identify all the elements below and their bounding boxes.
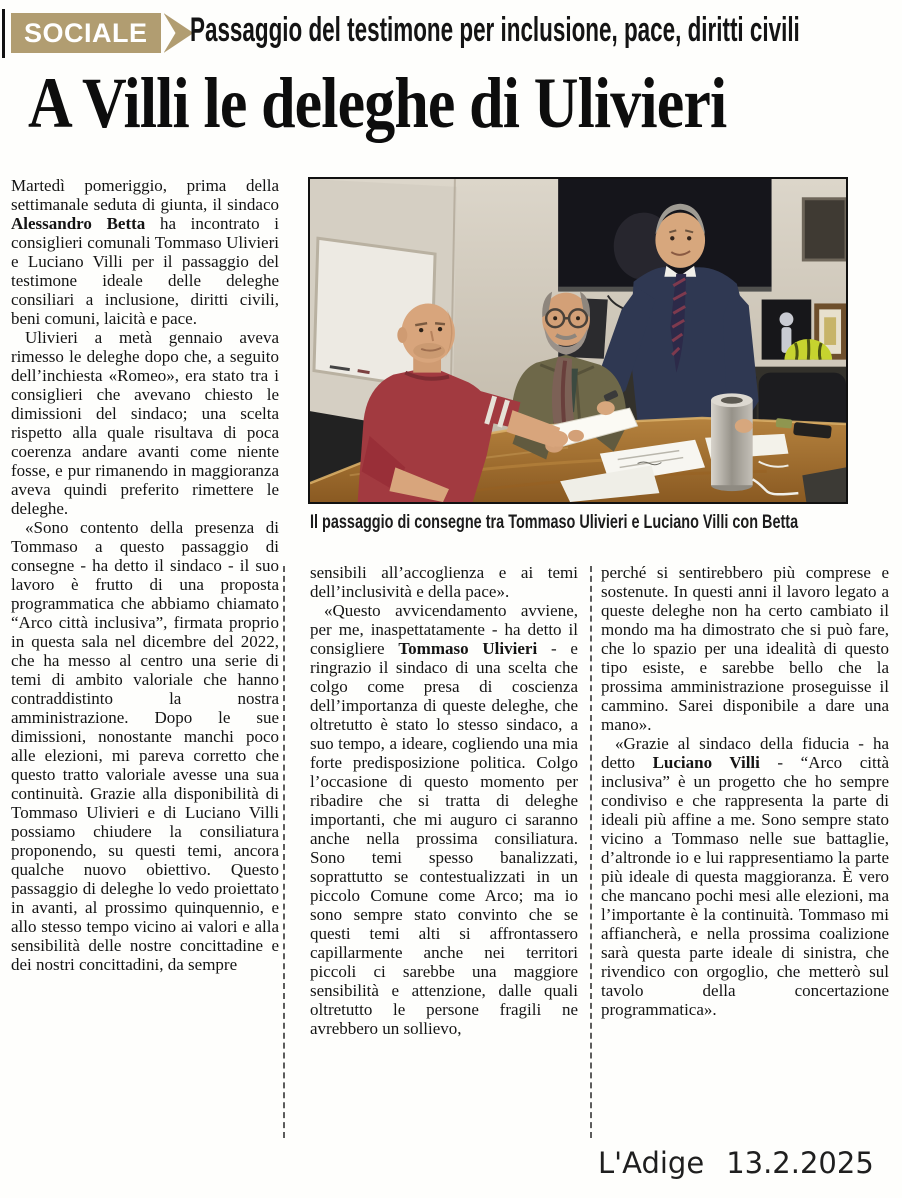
- column-divider: [590, 566, 592, 1138]
- main-headline: A Villi le deleghe di Ulivieri: [28, 63, 727, 143]
- paragraph-6: perché si sentirebbero più comprese e sostenute. In questi anni il lavoro legato a queste deleghe non ha certo cambiato il mondo ma ha dimostrato che si può fare, che lo spazio per una idealità di questo tipo esiste, e sarebbe bello che la prossima amministrazione proseguisse il cammino. Sarei disponibile a dare una mano».: [601, 563, 889, 734]
- article-column-1: [11, 176, 279, 974]
- paragraph-3: «Sono contento della presenza di Tommaso a questo passaggio di consegne - ha detto il sindaco - il suo lavoro è frutto di una proposta programmatica che abbiamo chiamato “Arco città inclusiva”, firmata proprio in questa sala nel dicembre del 2022, che ha messo al centro una serie di temi di ambito valoriale che hanno contraddistinto la nostra amministrazione. Dopo le sue dimissioni, nonostante manchi poco alle elezioni, mi pareva corretto che questo tratto valoriale avesse una sua continuità. Grazie alla disponibilità di Tommaso Ulivieri e di Luciano Villi possiamo chiudere la consiliatura proponendo, su questi temi, ancora qualche nuovo obiettivo. Questo passaggio di deleghe lo vedo proiettato in avanti, al prossimo quinquennio, e allo stesso tempo vicino ai valori e alla sensibilità delle nostre concittadine e dei nostri concittadini, da sempre: [11, 518, 279, 974]
- section-badge: [11, 13, 194, 53]
- paragraph-7: «Grazie al sindaco della fiducia - ha detto Luciano Villi - “Arco città inclusiva” è un progetto che ho sempre condiviso e che rappresenta la parte di ideali più affine a me. Sono sempre stato vicino a Tommaso nelle sue battaglie, d’altronde io e lui rappresentiamo la parte più ideale di questa maggioranza. È vero che mancano pochi mesi alle elezioni, ma l’importante è la continuità. Tommaso mi affiancherà, e nella prossima coalizione sarà questa parte ideale di sinistra, che rivendico con orgoglio, che metterò sul tavolo della concertazione programmatica».: [601, 734, 890, 1019]
- header-left-rule: [2, 9, 5, 58]
- section-badge-label: SOCIALE: [11, 13, 161, 53]
- article-column-2: [310, 563, 578, 1038]
- article-photo: [308, 177, 848, 504]
- photo-caption: Il passaggio di consegne tra Tommaso Ulivieri e Luciano Villi con Betta: [310, 512, 799, 533]
- photo-illustration: [310, 179, 846, 502]
- bold-name-villi: Luciano Villi: [652, 753, 760, 772]
- column-divider: [283, 566, 285, 1138]
- paragraph-2: Ulivieri a metà gennaio aveva rimesso le deleghe dopo che, a seguito dell’inchiesta «Romeo», era stato tra i consiglieri che avevano chiesto le dimissioni del sindaco; una scelta rispetto alla quale risultava di poca coerenza andare avanti come niente fosse, e pur rimanendo in maggioranza aveva quindi preferito rimettere le deleghe.: [11, 328, 279, 518]
- paragraph-5: «Questo avvicendamento avviene, per me, inaspettatamente - ha detto il consigliere Tommaso Ulivieri - e ringrazio il sindaco di una scelta che colgo come presa di coscienza dell’importanza di queste deleghe, che oltretutto è stato lo stesso sindaco, a suo tempo, a ideare, cogliendo una mia forte predisposizione politica. Colgo l’occasione di questo momento per ribadire che si tratta di deleghe importanti, che mi auguro ci saranno anche nella prossima consiliatura. Sono temi spesso banalizzati, soprattutto se contestualizzati in un piccolo Comune come Arco; ma io sono sempre stato convinto che se questi temi alti si affrontassero capillarmente anche nei territori piccoli ci sarebbe una maggiore sensibilità e attenzione, dalle quali oltretutto le persone fragili ne avrebbero un sollievo,: [310, 601, 578, 1038]
- source-footer: [598, 1146, 874, 1180]
- article-column-3: [601, 563, 889, 1019]
- kicker-headline: Passaggio del testimone per inclusione, pace, diritti civili: [190, 11, 800, 49]
- paragraph-1: Martedì pomeriggio, prima della settimanale seduta di giunta, il sindaco Alessandro Betta ha incontrato i consiglieri comunali Tommaso Ulivieri e Luciano Villi per il passaggio del testimone ideale delle deleghe consiliari a inclusione, diritti civili, beni comuni, laicità e pace.: [11, 176, 279, 328]
- source-date: 13.2.2025: [726, 1146, 874, 1180]
- source-name: L'Adige: [598, 1146, 705, 1180]
- paragraph-4: sensibili all’accoglienza e ai temi dell’inclusività e della pace».: [310, 563, 578, 601]
- bold-name-ulivieri: Tommaso Ulivieri: [398, 639, 538, 658]
- bold-name-betta: Alessandro Betta: [11, 214, 146, 233]
